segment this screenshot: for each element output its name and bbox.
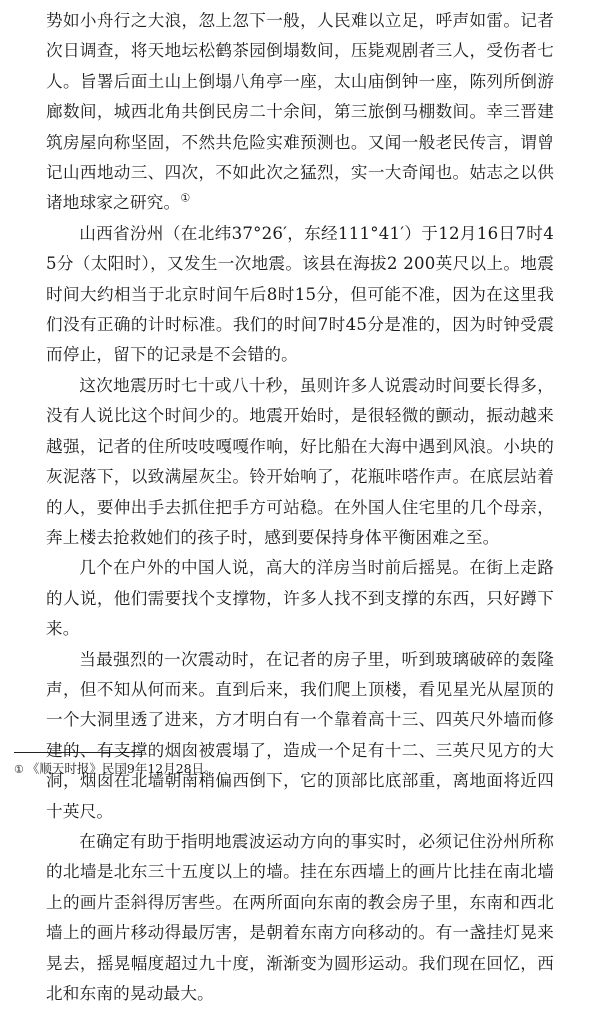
paragraph-4: 几个在户外的中国人说，高大的洋房当时前后摇晃。在街上走路的人说，他们需要找个支撑物，许多人找不到支撑的东西，只好蹲下来。 [46,558,554,639]
paragraph-1 [46,6,554,219]
footnote-reference[interactable]: ① [180,191,191,205]
footnote-mark: ① [14,763,24,776]
paragraph-5: 当最强烈的一次震动时，在记者的房子里，听到玻璃破碎的轰隆声，但不知从何而来。直到后来，我们爬上顶楼，看见星光从屋顶的一个大洞里透了进来，方才明白有一个靠着高十三、四英尺外墙而修建的、有支撑的烟囱被震塌了，造成一个足有十二、三英尺见方的大洞，烟囱在北墙朝南稍偏西倒下，它的顶部比底部重，离地面将近四十英尺。 [46,649,554,821]
footnote-divider [14,752,142,753]
paragraph-6: 在确定有助于指明地震波运动方向的事实时，必须记住汾州所称的北墙是北东三十五度以上的墙。挂在东西墙上的画片比挂在南北墙上的画片歪斜得厉害些。在两所面向东南的教会房子里，东南和西北墙上的画片移动得最厉害，是朝着东南方向移动的。有一盏挂灯晃来晃去，摇晃幅度超过九十度，渐渐变为圆形运动。我们现在回忆，西北和东南的晃动最大。 [46,831,554,1003]
paragraph-3: 这次地震历时七十或八十秒，虽则许多人说震动时间要长得多，没有人说比这个时间少的。地震开始时，是很轻微的颤动，振动越来越强，记者的住所吱吱嘎嘎作响，好比船在大海中遇到风浪。小块的灰泥落下，以致满屋灰尘。铃开始响了，花瓶咔嗒作声。在底层站着的人，要伸出手去抓住把手方可站稳。在外国人住宅里的几个母亲，奔上楼去抢救她们的孩子时，感到要保持身体平衡困难之至。 [46,375,554,547]
paragraph-1-text: 势如小舟行之大浪，忽上忽下一般，人民难以立足，呼声如雷。记者次日调查，将天地坛松鹤茶园倒塌数间，压毙观剧者三人，受伤者七人。旨署后面土山上倒塌八角亭一座，太山庙倒钟一座，陈列所倒游廊数间，城西北角共倒民房二十余间，第三旅倒马棚数间。幸三晋建筑房屋向称坚固，不然共危险实难预测也。又闻一般老民传言，谓曾记山西地动三、四次，不如此次之猛烈，实一大奇闻也。姑志之以供诸地球家之研究。 [46,11,554,213]
footnote-text: 《顺天时报》民国9年12月28日。 [26,761,217,776]
paragraph-2: 山西省汾州（在北纬37°26′，东经111°41′）于12月16日7时45分（太阳时），又发生一次地震。该县在海拔2 200英尺以上。地震时间大约相当于北京时间午后8时15分，但可能不准，因为在这里我们没有正确的计时标准。我们的时间7时45分是准的，因为时钟受震而停止，留下的记录是不会错的。 [46,223,554,365]
footnote [14,760,217,779]
